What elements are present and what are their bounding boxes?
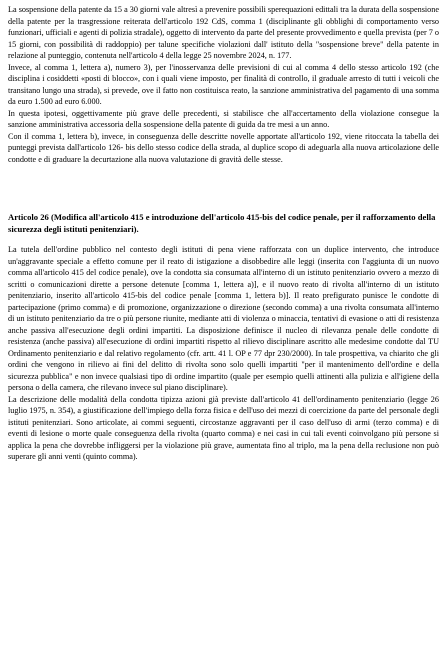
paragraph: In questa ipotesi, oggettivamente più grave delle precedenti, si stabilisce che all'accertamento della violazione consegue la sanzione amministrativa accessoria della sospensione della patente di guida da tre mesi a un anno.	[8, 108, 439, 129]
paragraph: La tutela dell'ordine pubblico nel contesto degli istituti di pena viene rafforzata con un duplice intervento, che introduce un'aggravante speciale a effetto comune per il reato di istigazione a disobbedire alle leggi (inserita con l'aggiunta di un nuovo comma all'articolo 415 del codice penale), ove la condotta sia consumata all'interno di un istituto penitenziario ovvero a mezzo di scritti o comunicazioni dirette a persone detenute [comma 1, lettera a)], e il nuovo reato di rivolta all'interno di un istituto penitenziario, inserito all'articolo 415-bis del codice penale [comma 1, lettera b)]. Il reato prefigurato punisce le condotte di partecipazione (primo comma) e di promozione, organizzazione o direzione (secondo comma) a una rivolta consumata all'interno di un istituto penitenziario da tre o più persone riunite, mediante atti di violenza o minaccia, tentativi di evasione o atti di resistenza anche passiva all'esecuzione degli ordini impartiti. La disposizione definisce il nucleo di rilevanza penale delle condotte di resistenza (anche passiva) all'esecuzione di ordini impartiti rispetto al rilievo disciplinare ascritto alle medesime condotte dal TU Ordinamento penitenziario e dal relativo regolamento (cfr. artt. 41 l. OP e 77 dpr 230/2000). In tale prospettiva, va chiarito che gli ordini che vengono in rilievo ai fini del delitto di rivolta sono solo quelli impartiti "per il mantenimento dell'ordine e della sicurezza pubblica" e non invece qualsiasi tipo di ordine impartito (quale per esempio quelli attinenti alla pulizia e all'igiene della persona o della camera, che rilevano invece sul piano disciplinare).	[8, 245, 439, 392]
top-section	[8, 4, 439, 165]
paragraph: Con il comma 1, lettera b), invece, in conseguenza delle descritte novelle apportate all'articolo 192, viene ritoccata la tabella dei punteggi prevista dall'articolo 126- bis dello stesso codice della strada, al duplice scopo di adeguarla alla nuova articolazione delle condotte e di graduare la decurtazione alla nuova valutazione di gravità delle stesse.	[8, 131, 439, 164]
paragraph: Invece, al comma 1, lettera a), numero 3), per l'inosservanza delle previsioni di cui al comma 4 dello stesso articolo 192 (che disciplina i cosiddetti «posti di blocco», con i quali viene imposto, per finalità di controllo, il graduale arresto di tutti i veicoli che transitano lungo una strada), si prevede, ove il fatto non costituisca reato, la sanzione amministrativa del pagamento di una somma da euro 1.500 ad euro 6.000.	[8, 62, 439, 106]
section-spacer	[8, 165, 439, 211]
heading-spacer	[8, 235, 439, 244]
paragraph: La descrizione delle modalità della condotta tipizza azioni già previste dall'articolo 41 dell'ordinamento penitenziario (legge 26 luglio 1975, n. 354), a giustificazione dell'impiego della forza fisica e dell'uso dei mezzi di coercizione da parte del personale degli istituti penitenziari. Sono articolate, ai commi seguenti, circostanze aggravanti per il caso dell'uso di armi (terzo comma) e di eventi di lesione o morte quale conseguenza della rivolta (quarto comma) e nei casi in cui tali eventi coinvolgano più persone si applica la pena che dovrebbe infliggersi per la violazione più grave, aumentata fino al triplo, ma la pena della reclusione non può superare gli anni venti (quinto comma).	[8, 394, 439, 461]
paragraph: La sospensione della patente da 15 a 30 giorni vale altresì a prevenire possibili sperequazioni edittali tra la durata della sospensione della patente per la trasgressione reiterata dell'articolo 192 CdS, comma 1 (disciplinante gli obblighi di comportamento verso funzionari, ufficiali e agenti di polizia stradale), oggetto di intervento da parte del presente provvedimento e quella prevista (per 7 o 15 giorni, con possibilità di raddoppio) per talune specifiche violazioni dall' istituto della "sospensione breve" della patente in relazione al punteggio, contenuta nell'articolo 4 della legge 25 novembre 2024, n. 177.	[8, 5, 439, 60]
article-heading: Articolo 26 (Modifica all'articolo 415 e introduzione dell'articolo 415-bis del codice penale, per il rafforzamento della sicurezza degli istituti penitenziari).	[8, 212, 436, 234]
bottom-section	[8, 244, 439, 463]
